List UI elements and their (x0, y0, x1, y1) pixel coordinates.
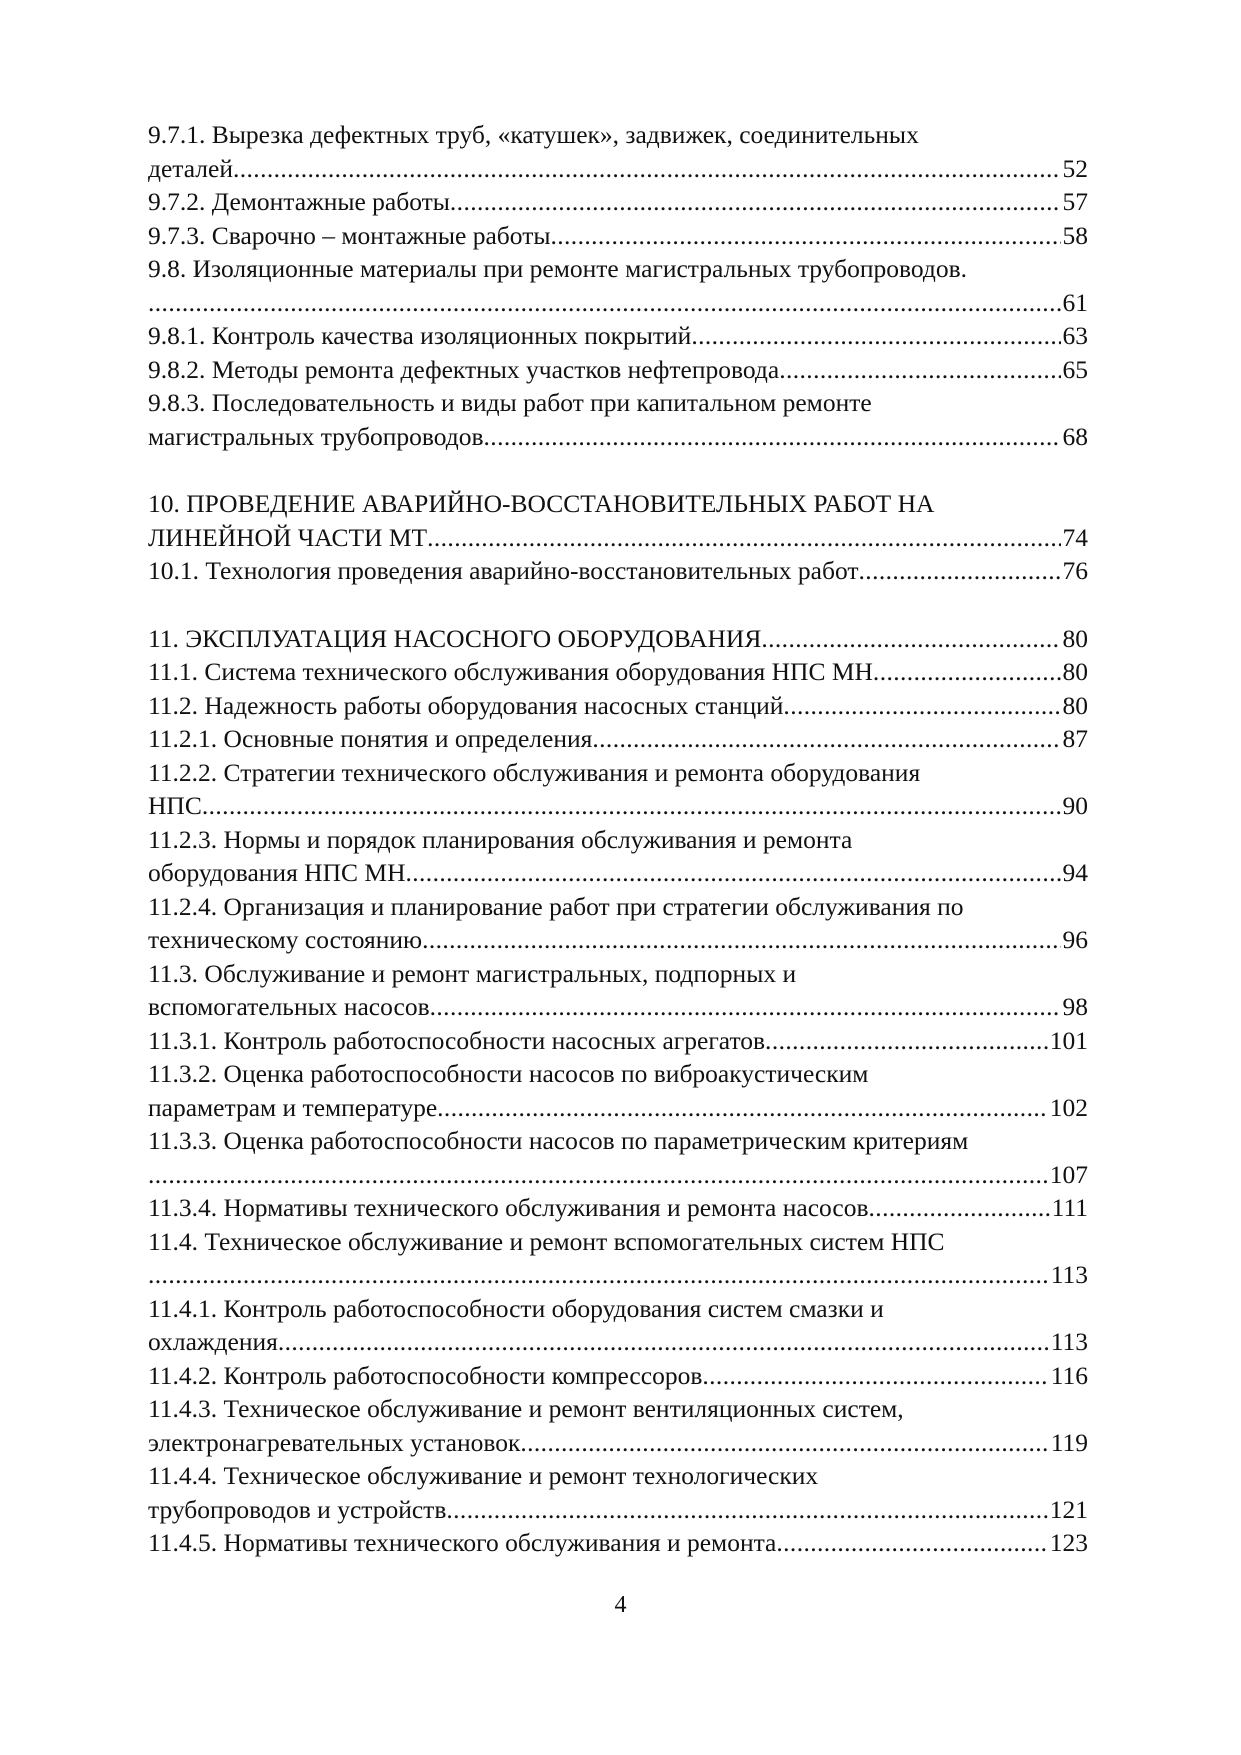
toc-entry-leader-line (148, 1325, 1088, 1359)
toc-entry-title-line: 11.3.3. Оценка работоспособности насосов по параметрическим критериям (148, 1126, 969, 1155)
toc-entry-leader-line (148, 722, 1088, 756)
toc-entry[interactable] (148, 1392, 1088, 1459)
dot-leader (148, 1258, 1049, 1292)
toc-entry-title: 11.4.2. Контроль работоспособности компрессоров (148, 1360, 703, 1390)
section-spacer (148, 588, 1088, 622)
toc-entry-leader-line (148, 990, 1088, 1024)
toc-entry-title: 9.8.2. Методы ремонта дефектных участков нефтепровода (148, 354, 780, 384)
toc-entry-page-number: 121 (1049, 1494, 1088, 1524)
toc-entry-title: ЛИНЕЙНОЙ ЧАСТИ МТ (148, 522, 428, 552)
toc-entry-leader-line (148, 219, 1088, 253)
toc-entry-leader-line (148, 185, 1088, 219)
toc-entry[interactable] (148, 1191, 1088, 1225)
toc-entry[interactable] (148, 1526, 1088, 1560)
toc-entry-leader-line (148, 521, 1088, 555)
toc-entry-leader-line (148, 1191, 1088, 1225)
toc-entry-leader-line (148, 420, 1088, 454)
dot-leader (278, 1325, 1049, 1359)
dot-leader (450, 185, 1061, 219)
toc-entry-page-number: 102 (1049, 1092, 1088, 1122)
toc-entry[interactable] (148, 319, 1088, 353)
toc-entry-page-number: 87 (1062, 724, 1088, 753)
toc-entry-title: трубопроводов и устройств (148, 1494, 447, 1524)
toc-entry-page-number: 101 (1049, 1025, 1088, 1055)
toc-entry-title-line: 10. ПРОВЕДЕНИЕ АВАРИЙНО-ВОССТАНОВИТЕЛЬНЫХ РАБОТ НА (148, 489, 935, 518)
toc-entry-page-number: 116 (1050, 1360, 1088, 1390)
toc-entry-leader-line (148, 1493, 1088, 1527)
toc-entry-leader-line (148, 319, 1088, 353)
toc-entry-title: вспомогательных насосов (148, 992, 430, 1021)
table-of-contents (148, 118, 1088, 1560)
dot-leader (783, 689, 1060, 723)
toc-entry-title: НПС (148, 791, 202, 820)
toc-entry-leader-line (148, 1526, 1088, 1560)
toc-entry-title: 11.2. Надежность работы оборудования насосных станций (148, 690, 784, 720)
toc-entry-leader-line (148, 689, 1088, 723)
toc-entry-title: деталей (148, 153, 233, 183)
toc-entry-title-line: 9.8. Изоляционные материалы при ремонте магистральных трубопроводов. (148, 254, 967, 283)
toc-entry-title: 9.7.3. Сварочно – монтажные работы (148, 220, 551, 250)
toc-entry[interactable] (148, 655, 1088, 689)
toc-entry-leader-line (148, 1258, 1088, 1292)
toc-entry-title: 11.4.5. Нормативы технического обслуживания и ремонта (148, 1528, 777, 1557)
toc-entry[interactable] (148, 722, 1088, 756)
toc-entry-page-number: 61 (1062, 287, 1088, 317)
toc-entry-page-number: 96 (1062, 925, 1088, 954)
toc-entry[interactable] (148, 487, 1088, 554)
toc-entry-page-number: 76 (1062, 556, 1088, 585)
toc-entry-leader-line (148, 554, 1088, 588)
toc-entry[interactable] (148, 1459, 1088, 1526)
dot-leader (702, 1359, 1048, 1393)
toc-entry[interactable] (148, 386, 1088, 453)
dot-leader (148, 1158, 1048, 1192)
toc-entry-title: 11.1. Система технического обслуживания оборудования НПС МН (148, 657, 873, 686)
dot-leader (446, 1493, 1047, 1527)
dot-leader (592, 722, 1060, 756)
toc-entry[interactable] (148, 622, 1088, 656)
toc-entry-page-number: 57 (1062, 187, 1088, 216)
toc-entry-title: магистральных трубопроводов (148, 421, 484, 451)
toc-entry-title-line: 11.4.4. Техническое обслуживание и ремонт технологических (148, 1461, 819, 1490)
toc-entry-page-number: 98 (1062, 992, 1088, 1021)
toc-entry-leader-line (148, 1426, 1088, 1460)
toc-entry-page-number: 58 (1062, 220, 1088, 250)
toc-entry-title: 11.3.4. Нормативы технического обслуживания и ремонта насосов (148, 1193, 869, 1222)
dot-leader (691, 319, 1060, 353)
toc-entry-page-number: 113 (1050, 1260, 1088, 1289)
toc-entry-leader-line (148, 1024, 1088, 1058)
page-number: 4 (614, 1592, 627, 1618)
toc-entry[interactable] (148, 823, 1088, 890)
dot-leader (484, 420, 1061, 454)
toc-entry-title: 11.3.1. Контроль работоспособности насосных агрегатов (148, 1025, 766, 1055)
toc-entry-title-line: 11.4. Техническое обслуживание и ремонт вспомогательных систем НПС (148, 1226, 945, 1256)
dot-leader (859, 554, 1061, 588)
toc-entry-page-number: 94 (1062, 858, 1088, 887)
toc-entry-page-number: 119 (1050, 1427, 1088, 1457)
toc-entry-page-number: 111 (1051, 1193, 1088, 1222)
dot-leader (765, 1024, 1048, 1058)
toc-entry-title: 10.1. Технология проведения аварийно-восстановительных работ (148, 556, 859, 585)
dot-leader (779, 353, 1060, 387)
toc-entry[interactable] (148, 185, 1088, 219)
toc-entry-page-number: 80 (1062, 623, 1088, 653)
toc-entry-title-line: 11.3.2. Оценка работоспособности насосов по виброакустическим (148, 1059, 869, 1088)
toc-entry-title-line: 11.4.3. Техническое обслуживание и ремонт вентиляционных систем, (148, 1394, 904, 1423)
dot-leader (405, 856, 1060, 890)
toc-entry[interactable] (148, 689, 1088, 723)
toc-entry-page-number: 107 (1049, 1159, 1088, 1189)
toc-entry-leader-line (148, 1158, 1088, 1192)
dot-leader (148, 286, 1061, 320)
toc-entry-title: 11.2.1. Основные понятия и определения (148, 724, 593, 753)
toc-entry-leader-line (148, 856, 1088, 890)
dot-leader (520, 1426, 1048, 1460)
toc-entry-page-number: 113 (1050, 1327, 1088, 1356)
toc-entry-title-line: 9.7.1. Вырезка дефектных труб, «катушек», задвижек, соединительных (148, 120, 919, 149)
toc-entry[interactable] (148, 1024, 1088, 1058)
toc-entry-title-line: 11.2.4. Организация и планирование работ при стратегии обслуживания по (148, 891, 964, 921)
dot-leader (437, 1091, 1048, 1125)
toc-entry[interactable] (148, 219, 1088, 253)
toc-entry[interactable] (148, 353, 1088, 387)
dot-leader (776, 1526, 1047, 1560)
toc-entry-leader-line (148, 1359, 1088, 1393)
toc-entry-title: 9.7.2. Демонтажные работы (148, 187, 450, 216)
toc-entry-page-number: 52 (1062, 153, 1088, 183)
toc-entry-page-number: 123 (1049, 1528, 1088, 1557)
toc-entry-page-number: 65 (1062, 354, 1088, 384)
toc-entry[interactable] (148, 1225, 1088, 1292)
toc-entry[interactable] (148, 890, 1088, 957)
dot-leader (202, 789, 1061, 823)
toc-entry-title: 9.8.1. Контроль качества изоляционных покрытий (148, 321, 692, 350)
toc-entry-title: электронагревательных установок (148, 1427, 521, 1457)
toc-entry[interactable] (148, 554, 1088, 588)
toc-entry-page-number: 80 (1062, 690, 1088, 720)
toc-entry[interactable] (148, 756, 1088, 823)
toc-entry[interactable] (148, 1292, 1088, 1359)
toc-entry-page-number: 63 (1062, 321, 1088, 350)
dot-leader (761, 622, 1060, 656)
section-spacer (148, 453, 1088, 487)
toc-entry-page-number: 80 (1062, 657, 1088, 686)
toc-entry[interactable] (148, 1057, 1088, 1124)
toc-entry-leader-line (148, 286, 1088, 320)
toc-entry-title-line: 9.8.3. Последовательность и виды работ при капитальном ремонте (148, 388, 872, 417)
toc-entry-title: техническому состоянию (148, 925, 423, 954)
toc-entry-title-line: 11.2.3. Нормы и порядок планирования обслуживания и ремонта (148, 824, 853, 854)
toc-entry-page-number: 74 (1062, 522, 1088, 552)
toc-entry[interactable] (148, 957, 1088, 1024)
dot-leader (869, 1191, 1050, 1225)
dot-leader (427, 521, 1060, 555)
toc-entry-leader-line (148, 622, 1088, 656)
toc-entry-title-line: 11.3. Обслуживание и ремонт магистральных, подпорных и (148, 958, 797, 988)
toc-entry-page-number: 90 (1062, 791, 1088, 820)
toc-entry-leader-line (148, 655, 1088, 689)
dot-leader (422, 923, 1060, 957)
toc-entry-title-line: 11.4.1. Контроль работоспособности оборудования систем смазки и (148, 1293, 884, 1323)
toc-entry-leader-line (148, 789, 1088, 823)
toc-entry-title: 11. ЭКСПЛУАТАЦИЯ НАСОСНОГО ОБОРУДОВАНИЯ (148, 623, 762, 653)
toc-entry[interactable] (148, 1124, 1088, 1191)
toc-entry-page-number: 68 (1062, 421, 1088, 451)
toc-entry-title-line: 11.2.2. Стратегии технического обслуживания и ремонта оборудования (148, 757, 921, 787)
toc-entry[interactable] (148, 252, 1088, 319)
dot-leader (873, 655, 1061, 689)
toc-entry-title: параметрам и температуре (148, 1092, 438, 1122)
toc-entry-title: охлаждения (148, 1327, 278, 1356)
toc-entry-leader-line (148, 923, 1088, 957)
toc-entry-title: оборудования НПС МН (148, 858, 406, 887)
toc-entry[interactable] (148, 1359, 1088, 1393)
dot-leader (550, 219, 1060, 253)
dot-leader (233, 152, 1061, 186)
toc-entry-leader-line (148, 353, 1088, 387)
toc-entry-leader-line (148, 1091, 1088, 1125)
toc-entry-leader-line (148, 152, 1088, 186)
toc-entry[interactable] (148, 118, 1088, 185)
dot-leader (430, 990, 1061, 1024)
